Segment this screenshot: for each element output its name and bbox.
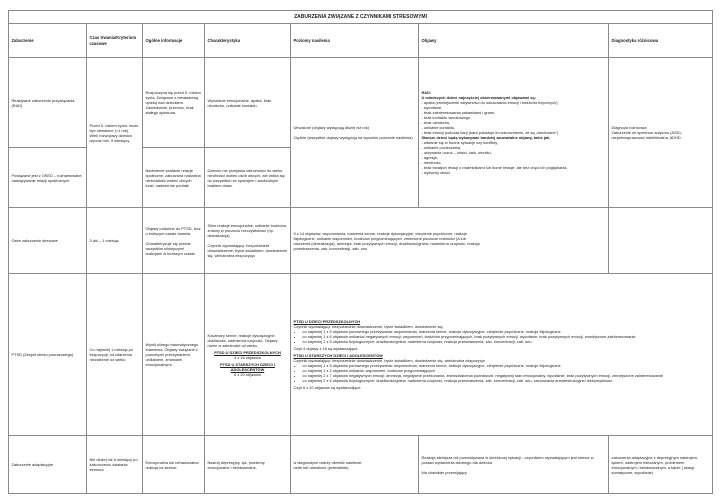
ptsd-objawy xyxy=(291,274,713,436)
osd-ogolne: Nadmierne zaufanie relacje społeczne, zaburzona naturalna nieśmiałość wobec obcych ludzi, nadmiernie poufałe xyxy=(143,148,205,208)
rad-objawy xyxy=(419,58,609,208)
rad-objawy-title: RAD: xyxy=(421,90,432,95)
ostre-poziomy xyxy=(291,208,609,274)
ptsd-older-trigger: Czynnik wyzwalający: bezpośrednie doświadczenie, bycie świadkiem, dowiedzenie się, wielokrotna ekspozycja xyxy=(293,358,485,363)
ptsd-charakterystyka xyxy=(205,274,291,436)
list-item: • co najmniej 1 z 2 objawów unikania: wspomnień, bodźców przypominających xyxy=(303,368,710,373)
osd-charakterystyka: Dziecko nie przejawia ostrożności do wieku nieufności wobec osób obcych, ale zbliża się do wszystkich ze spokojem i swobodnym brakiem obaw. xyxy=(205,148,291,208)
adapt-objawy: Reakcja silniejsza niż przewidywana w określonej sytuacji - czynnikiem wyzwalającym jest stresor w postaci wydarzenia istotnego dla dziecka Ma charakter przemijający xyxy=(419,436,609,494)
header-poziomy: Poziomy nasilenia xyxy=(291,24,419,58)
ptsd-char-preschool: PTSD U DZIECI PRZEDSZKOLNYCH xyxy=(214,349,281,355)
list-item: • co najmniej 1 z 5 objawów ponownego przeżywania: wspomnienia, marzenia senne, reakcje dysocjacyjne, cierpienie psychiczne, reakcje fizjologiczne xyxy=(303,363,710,368)
ptsd-char-older-count: 6 z 20 objawów xyxy=(234,371,261,377)
header-ogolne: Ogólne informacje xyxy=(143,24,205,58)
list-item: • co najmniej 1 z 5 objawów ponownego przeżywania: wspomnienia, marzenia senne, reakcje dysocjacyjne, cierpienie psychiczne, reakcje fizjologiczne xyxy=(303,329,710,334)
ptsd-preschool-list xyxy=(294,329,710,344)
ptsd-name: PTSD (Zespół stresu pourazowego) xyxy=(9,274,87,436)
ptsd-char-older: PTSD U STARSZYCH DZIECI I ADOLESCENTÓW xyxy=(220,361,275,372)
list-item: • co najmniej 2 z 5 objawów fizjologicznych: drażliwość/gniew, nadmierna czujność, reakcja przestraszenia, zab. koncentracji, zab. snu xyxy=(303,339,710,344)
ostre-ogolne: Objawy podobne do PTSD, lecz o krótszym czasie trwania. Charakteryzuje się przede wszystkim silniejszymi reakcjami w krótszym czasie. xyxy=(143,208,205,274)
rad-diagnostyka: Diagnoza różnicowa Zaburzenie ze spektrum autyzmu (ASD), niepełnosprawność intelektualna, ADHD xyxy=(609,58,713,208)
ptsd-preschool-trigger: Czynnik wyzwalający: bezpośrednie doświadczenie, bycie świadkiem, dowiedzenie się, xyxy=(293,324,444,329)
rad-name: Reaktywne zaburzenie przywiązania (RAD) xyxy=(9,58,87,148)
header-objawy: Objawy xyxy=(419,24,609,58)
ptsd-older-summary: Czyli 6 z 20 objawów są wystarczające xyxy=(293,385,361,390)
rad-charakterystyka: Wycofanie emocjonalne, apatia, brak uśmiechu, unikanie kontaktu. xyxy=(205,58,291,148)
ostre-objawy-text: 9 z 14 objawów: wspomnienia, marzenia senne, reakcje dysocjacyjne, cierpienie psychiczne, reakcje fizjologiczne, unikanie wspomnień, bodźców przypominających, zmienione poczucie realności (A lub otoczenia (derealizacja), amnezja, brak pozytywnych emocji, drażliwość/gniew, nadmierna czujność, reakcja przestraszenia, zab. koncentracji, zab. snu xyxy=(293,230,480,251)
ostre-charakterystyka: Silne reakcje emocjonalne, unikanie bodźców, zmiany w poczuciu rzeczywistości (np. derealizacja). Czynnik wyzwalający: bezpośrednie doświadczenie, bycie świadkiem, dowiedzenie się, wielokrotna ekspozycja xyxy=(205,208,291,274)
header-charakterystyka: Charakterystyka xyxy=(205,24,291,58)
table-title: ZABURZENIA ZWIĄZANE Z CZYNNIKAMI STRESOWYMI xyxy=(9,11,713,24)
stress-disorders-table xyxy=(8,10,713,494)
ptsd-ogolne: Wynik silnego traumatycznego zdarzenia. Objawy związane z powolnymi przeżywaniem, unikaniem, zmianami emocjonalnymi. xyxy=(143,274,205,436)
osd-name: Powiązane jest z OSED – rozhamowane nawiązywanie relacji społecznych xyxy=(9,148,87,208)
ptsd-char-text: Koszmary senne, reakcje dysocjacyjne, drażliwość, nadmierna czujność. Objawy różne w zależności od wieku. xyxy=(207,332,278,348)
adapt-name: Zaburzenie adaptacyjne xyxy=(9,436,87,494)
ptsd-preschool-summary: Czyli 4 objawy z 16 są wystarczające xyxy=(293,346,358,351)
adapt-ogolne: Emocjonalna lub behawioralna reakcja na stresor. xyxy=(143,436,205,494)
adapt-charakterystyka: Nastrój depresyjny, lęk, problemy emocjonalne i behawioralne. xyxy=(205,436,291,494)
rad-objawy-sub1: U młodszych dzieci najczęściej obserwowanymi objawami są: xyxy=(421,95,536,100)
adapt-diagnostyka: zaburzenia adaptacyjne z depresyjnym nastrojem, lękiem, nastrojem mieszanym, problemem emocjonalnym i behawioralnym, a także ( skargi somatyczne, wycofanie) xyxy=(609,436,713,494)
rad-czas: Przed 5. rokiem życia; może być utrwalone (>1 rok). Wiek rozwojowy dziecka wynosi min. 9 miesięcy xyxy=(87,58,143,208)
ostre-czas: 3 dni – 1 miesiąc xyxy=(87,208,143,274)
ptsd-czas: Co najmniej 1 miesiąc po ekspozycji; od zdarzenia niezależnie od wieku xyxy=(87,274,143,436)
list-item: • co najmniej 2 z 6 objawów fizjologicznych: drażliwość/gniew, nadmierna czujność, reakcja przestraszenia, zab. koncentracji, zab. snu, zachowania autodestrukcyjne/ lekkomyślność. xyxy=(303,378,710,383)
rad-objawy-list2: - wikłanie się w trudne sytuacje czy konflikty, - unikanie pocieszania, - ukrywanie uczuć – złości, żalu, smutku, - agresja, - nieufność, - brak trwałych relacji z rówieśnikami lub liczne relacje, ale bez chęci ich pogłębiania, - wybuchy złości xyxy=(421,140,568,175)
rad-ogolne: Rozpoczyna się przed 5. rokiem życia. Związane z niewłaściwą opieką nad dzieckiem. Zaniedbanie, przemoc, brak stałego opiekuna. xyxy=(143,58,205,148)
rad-objawy-sub2: Starsze dzieci będą wykazywać bardziej zauważalne objawy, takie jak: xyxy=(421,135,551,140)
rad-objawy-list1: - apatia (zmniejszenie aktywności do odczuwania emocji i bodźców fizycznych), - wycofanie, - brak zainteresowania zabawkami i grami, - brak kontaktu wzrokowego, - brak uśmiechu, - unikanie kontaktu, - brak emocji podczas kary (kara pokazuje im wzmocnienie, że są „niechciane”) xyxy=(421,100,559,135)
ostre-diagnostyka xyxy=(609,208,713,274)
header-diagnostyka: Diagnostyka różnicowa xyxy=(609,24,713,58)
document-page xyxy=(8,10,712,494)
ostre-name: Ostre zaburzenie stresowe xyxy=(9,208,87,274)
list-item: • co najmniej 2 z 7 objawów negatywnych emocji: amnezja, negatywne przekonania, zniekształcenia poznawcze, negatywny stan emocjonalny, wycofanie, brak pozytywnych emocji, zmniejszone zainteresowanie xyxy=(303,373,710,378)
adapt-poziomy: w diagnostyce należy określić nasilenie: ostre lub utrwalone (przewlekłe). xyxy=(291,436,419,494)
header-zaburzenie: Zaburzenie xyxy=(9,24,87,58)
ptsd-older-title: PTSD U STARSZYCH DZIECI I ADOLESCENTÓW xyxy=(293,353,383,358)
header-czas: Czas trwania/Kryterium czasowe xyxy=(87,24,143,58)
rad-poziomy: Utrwalone (objawy występują dłużej niż rok) Ciężkie (wszystkie objawy występują na wysokim poziomie nasilenia) xyxy=(291,58,419,208)
adapt-czas: Nie dłużej niż 6 miesięcy po zakończeniu działania stresora xyxy=(87,436,143,494)
ptsd-preschool-title: PTSD U DZIECI PRZEDSZKOLNYCH xyxy=(293,319,361,324)
list-item: • co najmniej 1 z 6 objawów unikania/ negatywnych emocji: wspomnień, bodźców przypominających, brak pozytywnych emocji, wycofanie, brak pozytywnych emocji, zmniejszone zainteresowanie xyxy=(303,334,710,339)
ptsd-char-preschool-count: 4 z 16 objawów xyxy=(234,354,261,360)
ptsd-older-list xyxy=(294,363,710,383)
